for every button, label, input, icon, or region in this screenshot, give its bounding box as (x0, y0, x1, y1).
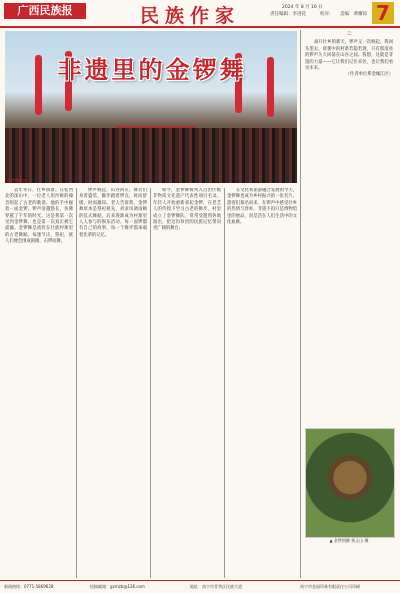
designer: 美编：黄耀琼 (340, 12, 367, 17)
paper-logo: 广西民族报 (4, 3, 86, 19)
article-column-4 (227, 188, 297, 578)
headline: 非遗里的金锣舞 (57, 56, 247, 84)
author-line: （作者单位系金城江区） (345, 72, 393, 78)
side-photo-caption: ▲ 金锣图腾 黄正山 摄 (329, 538, 369, 543)
article-column-5 (305, 30, 393, 422)
masthead (0, 0, 400, 28)
proofreader: 校对： (320, 12, 334, 17)
address: 地址：南宁市青秀区民族大道 (190, 584, 242, 589)
paragraph: 锣声响起，山谷回应。舞者们身着盛装，脚步踏着锣点，时而舒缓，时而激昂。老人告诉我，金锣舞原本是祭祀祖先、祈求风调雨顺的仪式舞蹈，后来逐渐成为村寨里人人参与的娱乐活动。每一面锣都有自己的故事，每一个舞步都承载着先辈的记忆。 (79, 188, 147, 238)
side-photo (305, 428, 395, 538)
photographer: 黄正山 摄 (351, 538, 369, 543)
section-title: 民族作家 (140, 5, 241, 27)
paragraph: 去年冬日，壮乡侗寨。在桂西北的深山中，一位老人用沙哑的嗓音唱起了古老的歌谣。他的手中握着一面金锣，锣声清越悠长，仿佛穿越了千年的时光。这是我第一次见到金锣舞，也是第一次真正被它震撼。金锣舞是流传在壮族村寨里的古老舞蹈，每逢节庆、祭祀，族人们便会围成圆圈，击锣而舞。 (5, 188, 73, 245)
issue-date: 2024 年 8 月 16 日 (282, 5, 323, 10)
editor: 责任编辑：李进花 (270, 12, 306, 17)
paragraph: 在文化和旅游融合发展的今天，金锣舞也成为乡村振兴的一张名片。游客们慕名而来，在锣声中感受壮乡的热情与淳朴。非遗不再只是博物馆里的展品，而是活在人们生活中的文化血脉。 (227, 188, 297, 226)
article-column-3 (153, 188, 221, 578)
printer: 南宁市金园印务有限责任公司印刷 (300, 584, 360, 589)
section-marker: 二 (346, 32, 352, 37)
news-hotline: 新闻热线：0771-5869628 (4, 584, 54, 589)
paragraph: 如今，金锣舞被列入自治区级非物质文化遗产代表性项目名录。年轻人开始重新拿起金锣，在老艺人的传授下学习古老的舞步。村里成立了金锣舞队，常常受邀到各地演出，把这份珍贵的民族记忆带向更广阔的舞台。 (153, 188, 221, 232)
email: 投稿邮箱：gxmzb@126.com (90, 584, 145, 589)
article-column-2 (79, 188, 147, 578)
footer (0, 580, 400, 593)
paragraph: 离开壮乡的那天，锣声又一次响起。我回头望去，晨雾中的村寨若隐若现，只有那清亮的锣声久久回荡在山谷之间。我想，这就是非遗的力量——它让我们记住来处，也让我们看见未来。 (305, 40, 393, 72)
photo-caption: 金锣舞表演 (7, 178, 27, 183)
article-column-1 (5, 188, 73, 578)
page-number: 7 (372, 2, 394, 24)
